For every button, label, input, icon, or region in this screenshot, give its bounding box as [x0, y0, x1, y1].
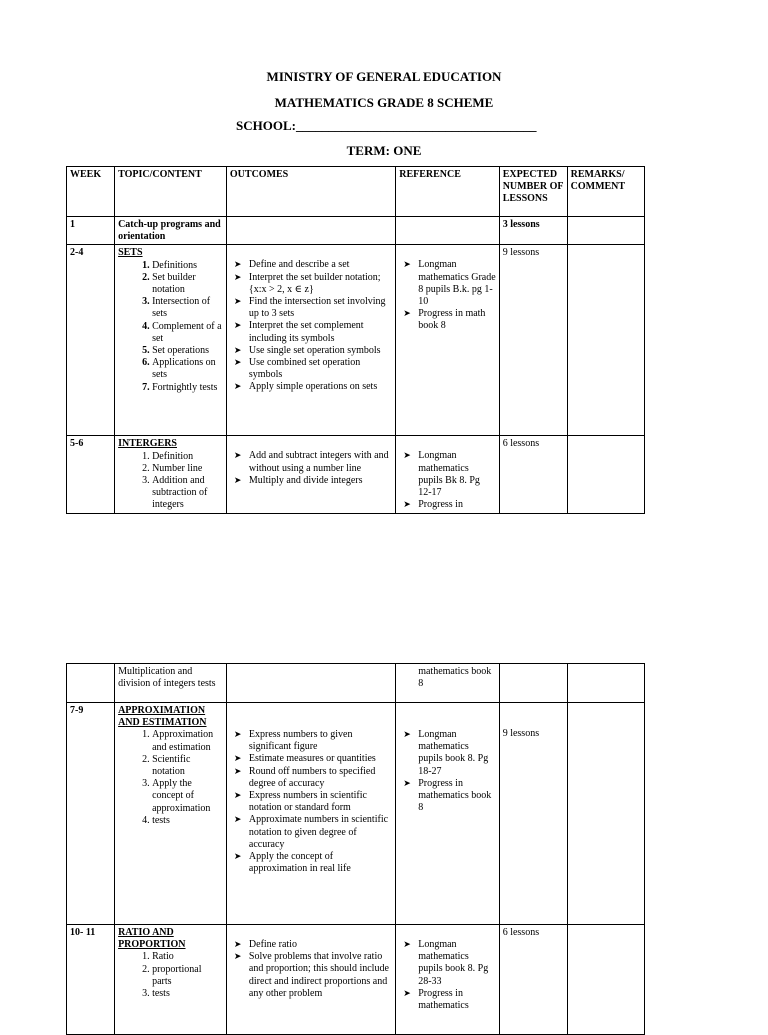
list-item: 1. Ratio: [152, 951, 223, 963]
list-item: ➤ Progress in math book 8: [399, 308, 495, 332]
list-item: ➤ Estimate measures or quantities: [230, 753, 392, 765]
reference-cell: [396, 703, 499, 925]
list-item: ➤ Solve problems that involve ratio and proportion; this should include direct and indirect proportions and any other problem: [230, 951, 392, 1000]
table-row: [67, 703, 645, 925]
list-item: 7. Fortnightly tests: [152, 382, 223, 394]
reference-cell: [396, 925, 499, 1035]
remarks-cell: [567, 436, 644, 513]
expected-cell: [499, 664, 567, 703]
list-item: ➤ Round off numbers to specified degree of accuracy: [230, 766, 392, 790]
topic-cell: [115, 925, 227, 1035]
list-item: ➤ Use single set operation symbols: [230, 345, 392, 357]
list-item: ➤ Progress in: [399, 499, 495, 511]
list-item: 1. Definition: [152, 451, 223, 463]
topic-cell: [115, 245, 227, 436]
list-item: 2. Number line: [152, 463, 223, 475]
table-row: [67, 217, 645, 245]
reference-cell: [396, 217, 499, 245]
expected-cell: 9 lessons: [499, 703, 567, 925]
header-outcomes: OUTCOMES: [226, 167, 395, 217]
week-cell: 5-6: [67, 436, 115, 513]
header-reference: REFERENCE: [396, 167, 499, 217]
topic-list: [118, 951, 223, 1000]
topic-cell: Catch-up programs and orientation: [115, 217, 227, 245]
topic-title: RATIO AND PROPORTION: [118, 927, 186, 951]
remarks-cell: [567, 925, 644, 1035]
table-row: [67, 664, 645, 703]
list-item: ➤ Progress in mathematics: [399, 988, 495, 1012]
list-item: ➤ Define and describe a set: [230, 259, 392, 271]
header-week: WEEK: [67, 167, 115, 217]
list-item: 1. Definitions: [152, 260, 223, 272]
term-title: TERM: ONE: [346, 143, 422, 158]
school-line: SCHOOL:_____________________________________: [236, 118, 537, 133]
list-item: 3. Addition and subtraction of integers: [152, 475, 223, 512]
week-cell: 7-9: [67, 703, 115, 925]
list-item: ➤ Multiply and divide integers: [230, 475, 392, 487]
remarks-cell: [567, 664, 644, 703]
header-topic: TOPIC/CONTENT: [115, 167, 227, 217]
remarks-cell: [567, 703, 644, 925]
topic-cell: Multiplication and division of integers tests: [115, 664, 227, 703]
scheme-title: MATHEMATICS GRADE 8 SCHEME: [274, 95, 494, 110]
list-item: ➤ Longman mathematics pupils book 8. Pg 18-27: [399, 729, 495, 778]
week-cell: [67, 664, 115, 703]
outcomes-cell: [226, 436, 395, 513]
expected-cell: 3 lessons: [499, 217, 567, 245]
outcomes-list: [230, 939, 392, 1000]
topic-list: [118, 451, 223, 512]
table-row: [67, 436, 645, 513]
list-item: 2. proportional parts: [152, 964, 223, 988]
scheme-table-page-2: [66, 663, 645, 1035]
outcomes-cell: [226, 664, 395, 703]
list-item: ➤ Express numbers to given significant figure: [230, 729, 392, 753]
outcomes-list: [230, 450, 392, 487]
expected-cell: 6 lessons: [499, 436, 567, 513]
table-row: [67, 245, 645, 436]
list-item: ➤ Interpret the set builder notation;{x:x > 2, x ∈ z}: [230, 272, 392, 296]
scheme-table-page-1: [66, 166, 645, 514]
table-header-row: [67, 167, 645, 217]
list-item: ➤ Use combined set operation symbols: [230, 357, 392, 381]
topic-title: INTERGERS: [118, 438, 177, 450]
list-item: 3. Intersection of sets: [152, 296, 223, 320]
week-cell: 1: [67, 217, 115, 245]
outcomes-cell: [226, 217, 395, 245]
list-item: ➤ Longman mathematics pupils book 8. Pg 28-33: [399, 939, 495, 988]
remarks-cell: [567, 217, 644, 245]
expected-cell: 6 lessons: [499, 925, 567, 1035]
topic-list: [118, 729, 223, 827]
topic-list: [118, 260, 223, 394]
reference-list: [399, 939, 495, 1012]
list-item: ➤ Longman mathematics Grade 8 pupils B.k. pg 1-10: [399, 259, 495, 308]
header-remarks: REMARKS/ COMMENT: [567, 167, 644, 217]
list-item: 4. tests: [152, 815, 223, 827]
list-item: ➤ Interpret the set complement including its symbols: [230, 320, 392, 344]
reference-list: [399, 729, 495, 814]
list-item: 3. tests: [152, 988, 223, 1000]
expected-cell: 9 lessons: [499, 245, 567, 436]
list-item: ➤ Express numbers in scientific notation or standard form: [230, 790, 392, 814]
outcomes-list: [230, 729, 392, 875]
week-cell: 10- 11: [67, 925, 115, 1035]
reference-list: [399, 259, 495, 332]
list-item: ➤ Find the intersection set involving up to 3 sets: [230, 296, 392, 320]
list-item: ➤ Longman mathematics pupils Bk 8. Pg 12-17: [399, 450, 495, 499]
list-item: 2. Scientific notation: [152, 754, 223, 778]
outcomes-list: [230, 259, 392, 393]
topic-title: APPROXIMATION AND ESTIMATION: [118, 705, 207, 729]
list-item: ➤ Approximate numbers in scientific notation to given degree of accuracy: [230, 814, 392, 851]
list-item: 5. Set operations: [152, 345, 223, 357]
remarks-cell: [567, 245, 644, 436]
outcomes-cell: [226, 703, 395, 925]
list-item: 1. Approximation and estimation: [152, 729, 223, 753]
ministry-title: MINISTRY OF GENERAL EDUCATION: [266, 69, 502, 84]
topic-cell: [115, 703, 227, 925]
list-item: ➤ Apply the concept of approximation in real life: [230, 851, 392, 875]
reference-list: [399, 450, 495, 511]
outcomes-cell: [226, 245, 395, 436]
reference-cell: mathematics book 8: [396, 664, 499, 703]
list-item: 4. Complement of a set: [152, 321, 223, 345]
list-item: ➤ Progress in mathematics book 8: [399, 778, 495, 815]
week-cell: 2-4: [67, 245, 115, 436]
list-item: ➤ Add and subtract integers with and without using a number line: [230, 450, 392, 474]
topic-cell: [115, 436, 227, 513]
list-item: 3. Apply the concept of approximation: [152, 778, 223, 815]
reference-cell: [396, 245, 499, 436]
list-item: ➤ Define ratio: [230, 939, 392, 951]
outcomes-cell: [226, 925, 395, 1035]
table-row: [67, 925, 645, 1035]
header-expected: EXPECTED NUMBER OF LESSONS: [499, 167, 567, 217]
list-item: 2. Set builder notation: [152, 272, 223, 296]
reference-cell: [396, 436, 499, 513]
topic-title: SETS: [118, 247, 143, 259]
list-item: ➤ Apply simple operations on sets: [230, 381, 392, 393]
list-item: 6. Applications on sets: [152, 357, 223, 381]
